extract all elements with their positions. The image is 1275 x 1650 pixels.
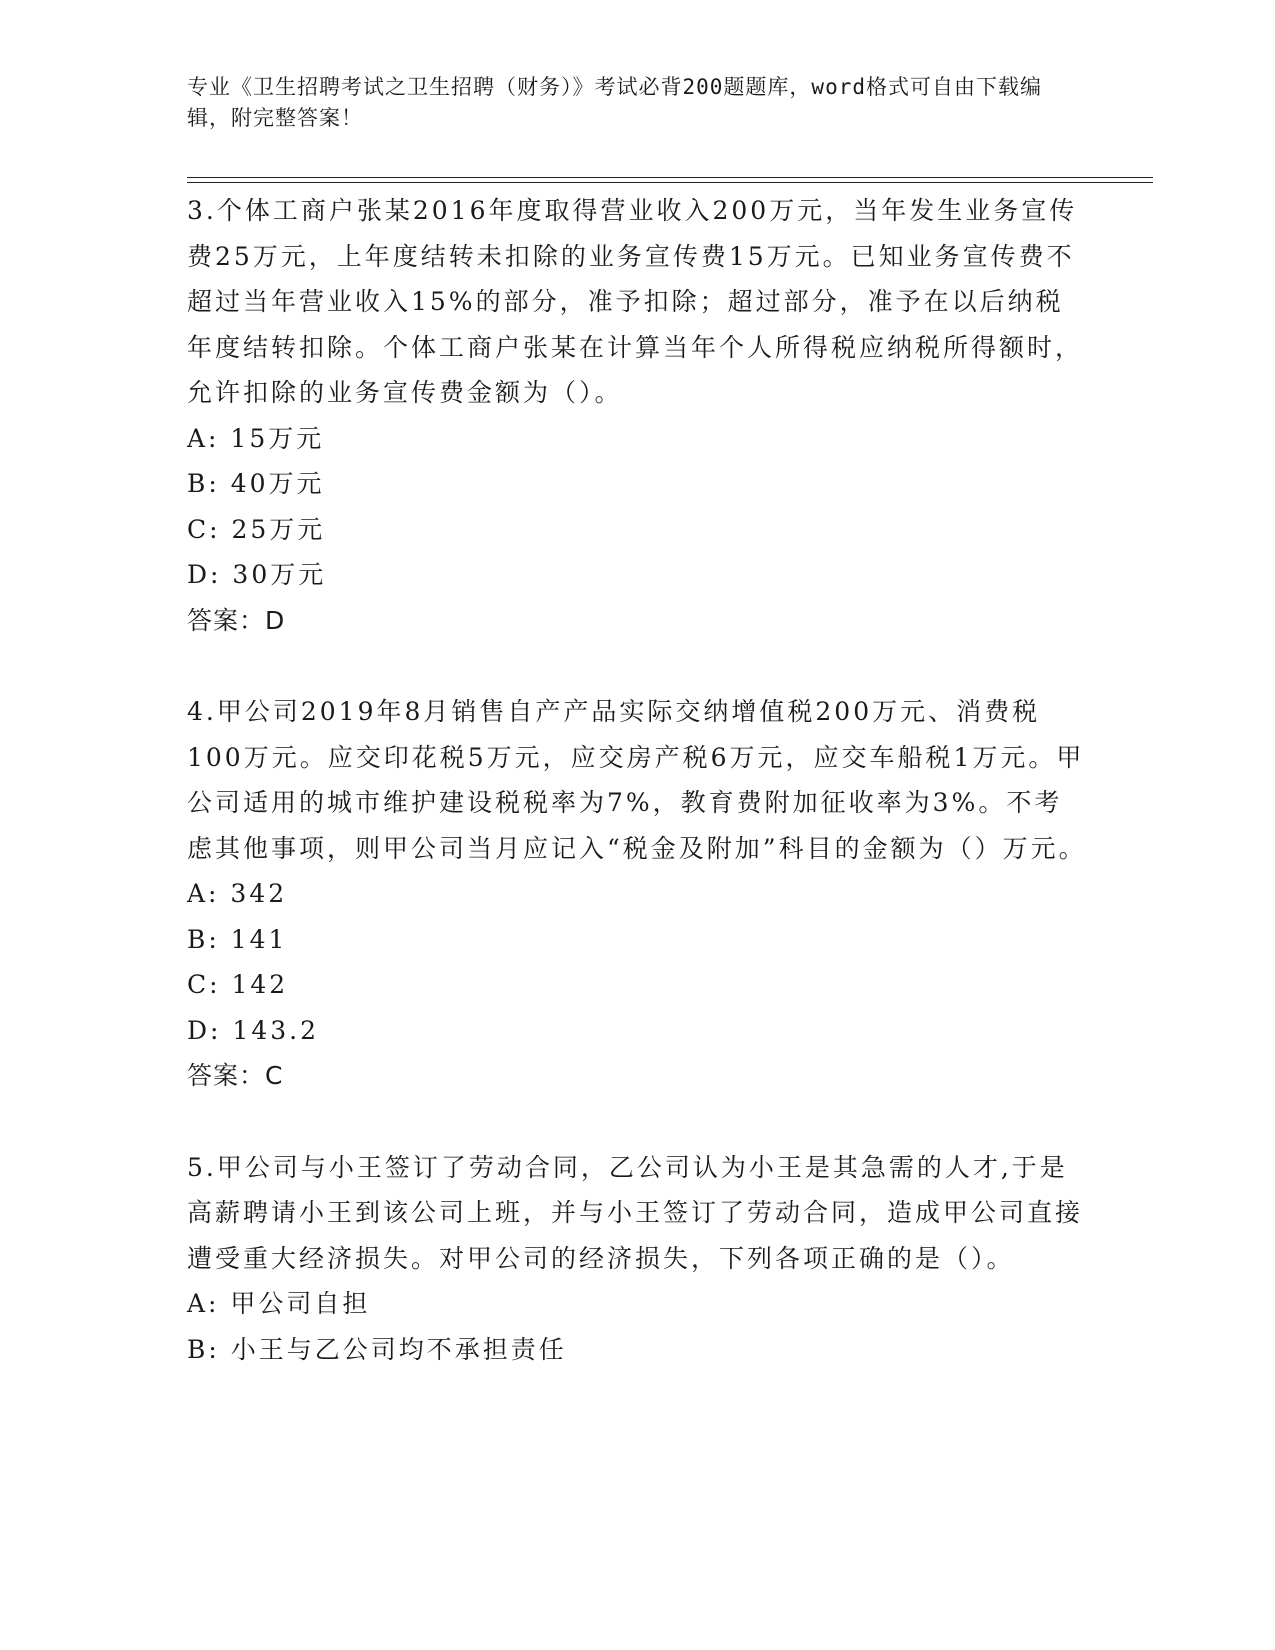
question-list xyxy=(187,188,1087,1372)
option-b: B: 40万元 xyxy=(187,469,325,498)
option-a: A: 342 xyxy=(187,879,288,908)
option-a: A: 甲公司自担 xyxy=(187,1289,371,1318)
header-divider-bottom xyxy=(187,182,1153,183)
question-stem: 4.甲公司2019年8月销售自产产品实际交纳增值税200万元、消费税100万元。应交印花税5万元，应交房产税6万元，应交车船税1万元。甲公司适用的城市维护建设税税率为7%，教育费附加征收率为3%。不考虑其他事项，则甲公司当月应记入“税金及附加”科目的金额为（）万元。 xyxy=(187,697,1087,863)
question-3 xyxy=(187,188,1087,643)
question-stem: 5.甲公司与小王签订了劳动合同，乙公司认为小王是其急需的人才,于是高薪聘请小王到该公司上班，并与小王签订了劳动合同，造成甲公司直接遭受重大经济损失。对甲公司的经济损失，下列各项正确的是（）。 xyxy=(187,1152,1084,1273)
question-4 xyxy=(187,689,1087,1099)
answer-line: 答案：C xyxy=(187,1061,284,1090)
document-header: 专业《卫生招聘考试之卫生招聘（财务）》考试必背200题题库，word格式可自由下载编辑，附完整答案！ xyxy=(187,75,1042,130)
question-5 xyxy=(187,1145,1087,1373)
question-spacer xyxy=(187,643,1087,689)
option-b: B: 141 xyxy=(187,924,288,954)
option-b: B: 小王与乙公司均不承担责任 xyxy=(187,1334,567,1364)
option-d: D: 30万元 xyxy=(187,560,327,589)
answer-line: 答案：D xyxy=(187,605,286,635)
question-spacer xyxy=(187,1099,1087,1145)
option-c: C: 142 xyxy=(187,970,289,999)
option-d: D: 143.2 xyxy=(187,1015,319,1045)
option-a: A: 15万元 xyxy=(187,423,325,453)
option-c: C: 25万元 xyxy=(187,514,326,544)
header-divider-top xyxy=(187,177,1153,178)
question-stem: 3.个体工商户张某2016年度取得营业收入200万元，当年发生业务宣传费25万元，上年度结转未扣除的业务宣传费15万元。已知业务宣传费不超过当年营业收入15%的部分，准予扣除；超过部分，准予在以后纳税年度结转扣除。个体工商户张某在计算当年个人所得税应纳税所得额时，允许扣除的业务宣传费金额为（）。 xyxy=(187,196,1084,407)
